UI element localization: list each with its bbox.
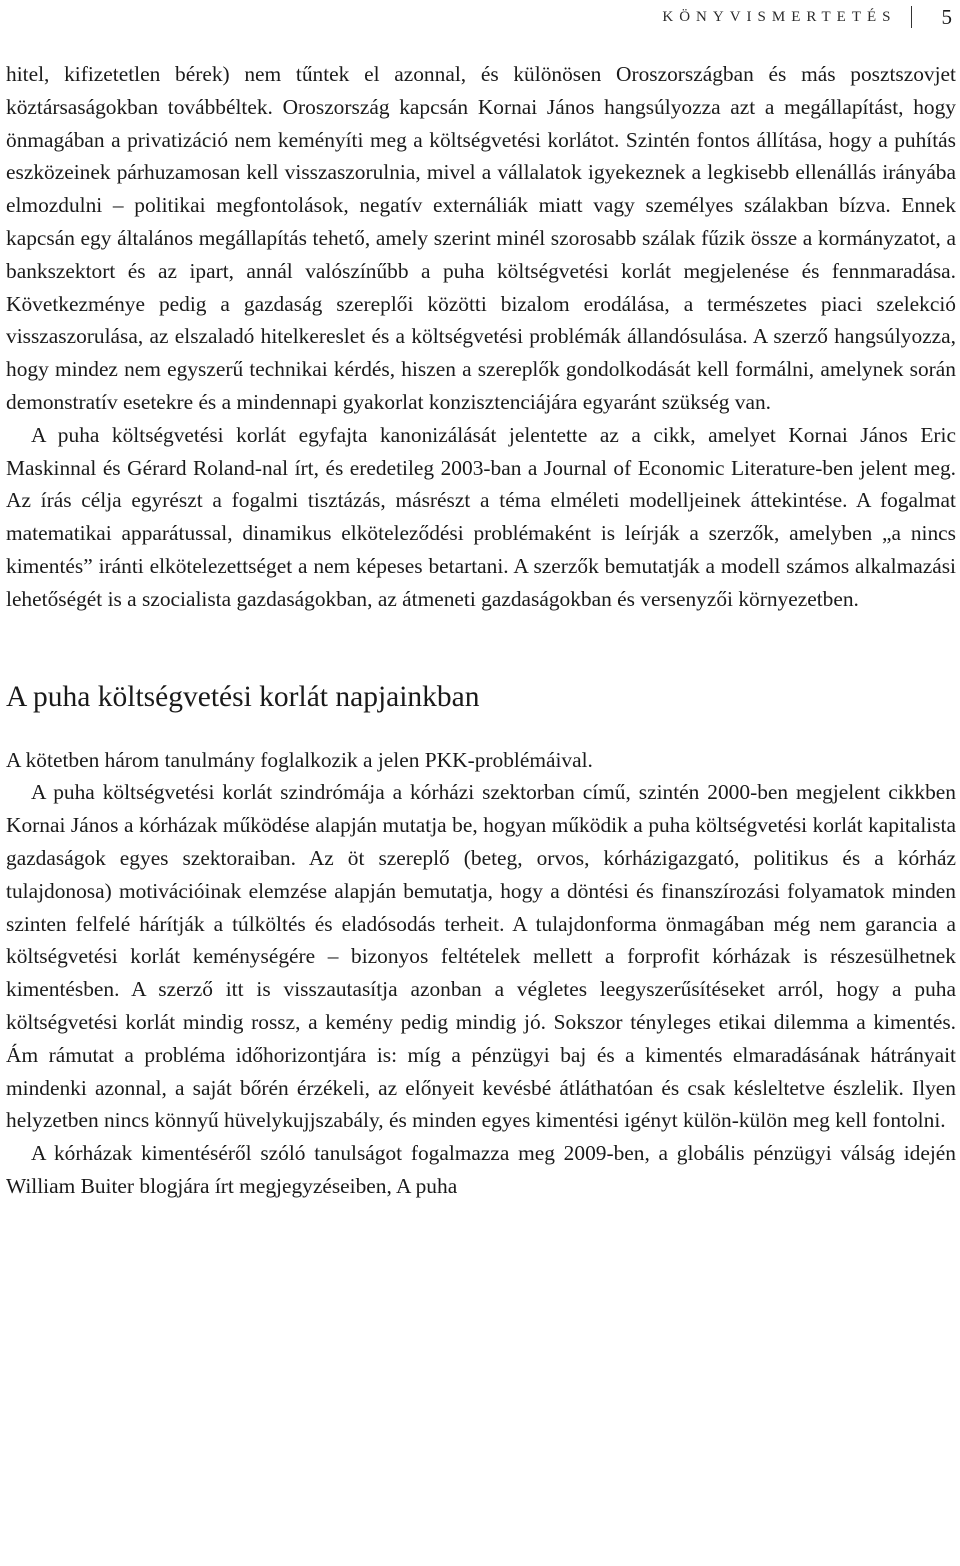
- paragraph-intro: A kötetben három tanulmány foglalkozik a jelen PKK-problémáival.: [6, 747, 593, 772]
- page-number: 5: [941, 4, 952, 29]
- running-title: KÖNYVISMERTETÉS: [662, 8, 897, 25]
- section-heading: A puha költségvetési korlát napjainkban: [6, 680, 480, 713]
- paragraph-canonization: A puha költségvetési korlát egyfajta kanonizálását jelentette az a cikk, amelyet Kornai János Eric Maskinnal és Gérard Roland-nal írt, és eredetileg 2003-ban a Journal of Economic Literature-ben jelent meg. Az írás célja egyrészt a fogalmi tisztázás, másrészt a téma elméleti modelljeinek áttekintése. A fogalmat matematikai apparátussal, dinamikus elköteleződési problémaként is leírják a szerzők, amelyben „a nincs kimentés” iránti elkötelezettséget a nem képeses betartani. A szerzők bemutatják a modell számos alkalmazási lehetőségét is a szocialista gazdaságokban, az átmeneti gazdaságokban és versenyzői környezetben.: [6, 422, 956, 611]
- page-body: [6, 58, 956, 1203]
- paragraph-buiter: A kórházak kimentéséről szóló tanulságot fogalmazza meg 2009-ben, a globális pénzügyi válság idején William Buiter blogjára írt megjegyzéseiben, A puha: [6, 1141, 956, 1198]
- paragraph-hospital-sector: A puha költségvetési korlát szindrómája a kórházi szektorban című, szintén 2000-ben megjelent cikkben Kornai János a kórházak működése alapján mutatja be, hogyan működik a puha költségvetési korlát kapitalista gazdaságok egyes szektoraiban. Az öt szereplő (beteg, orvos, kórházigazgató, politikus és a kórház tulajdonosa) motivációinak elemzése alapján bemutatja, hogy a döntési és finanszírozási folyamatok minden szinten felfelé hárítják a túlköltés és eladósodás terheit. A tulajdonforma önmagában még nem garancia a költségvetési korlát keménységére – bizonyos feltételek mellett a forprofit kórházak is részesülhetnek kimentésben. A szerző itt is visszautasítja azonban a végletes leegyszerűsítéseket arról, hogy a puha költségvetési korlát mindig rossz, a kemény pedig mindig jó. Sokszor tényleges etikai dilemma a kimentés. Ám rámutat a probléma időhorizontjára is: míg a pénzügyi baj és a kimentés elmaradásának hátrányait mindenki azonnal, a saját bőrén érzékeli, az előnyeit kevésbé átláthatóan és csak késleltetve észlelik. Ilyen helyzetben nincs könnyű hüvelykujjszabály, és minden egyes kimentési igényt külön-külön meg kell fontolni.: [6, 780, 956, 1133]
- paragraph-continuation: hitel, kifizetetlen bérek) nem tűntek el azonnal, és különösen Oroszországban és más posztszovjet köztársaságokban továbbéltek. Oroszország kapcsán Kornai János hangsúlyozza azt a megállapítást, hogy önmagában a privatizáció nem keményíti meg a költségvetési korlátot. Szintén fontos állítása, hogy a puhítás eszközeinek párhuzamosan kell visszaszorulnia, mivel a vállalatok igyekeznek a legkisebb ellenállás irányába elmozdulni – politikai megfontolások, negatív externáliák miatt vagy személyes szálakban bízva. Ennek kapcsán egy általános megállapítás tehető, amely szerint minél szorosabb szálak fűzik össze a kormányzatot, a bankszektort és az ipart, annál valószínűbb a puha költségvetési korlát megjelenése és fennmaradása. Következménye pedig a gazdaság szereplői közötti bizalom erodálása, a természetes piaci szelekció visszaszorulása, az elszaladó hitelkereslet és a költségvetési problémák állandósulása. A szerző hangsúlyozza, hogy mindez nem egyszerű technikai kérdés, hiszen a szereplők gondolkodását kell formálni, amelynek során demonstratív esetekre és a mindennapi gyakorlat konzisztenciájára egyaránt szükség van.: [6, 62, 956, 414]
- header-divider: [911, 6, 912, 28]
- running-head: [662, 2, 952, 32]
